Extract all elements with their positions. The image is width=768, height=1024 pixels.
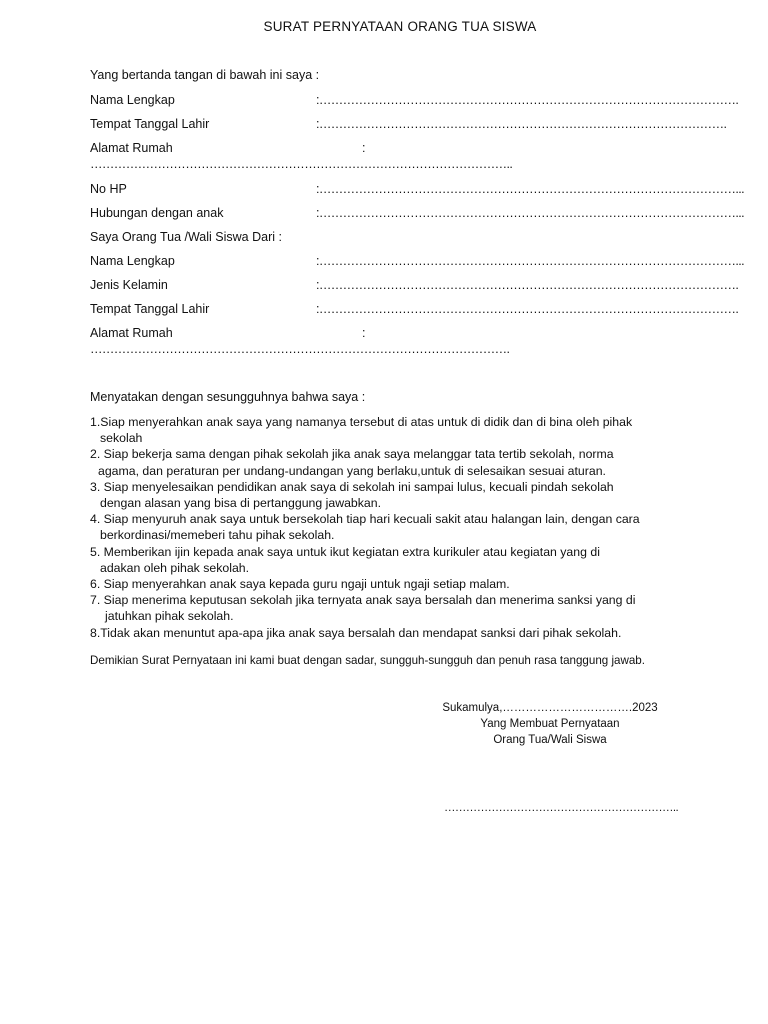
field-dots: :……………………………………………………………………………………………... <box>316 254 744 268</box>
statement-line: 8.Tidak akan menuntut apa-apa jika anak saya bersalah dan mendapat sanksi dari pihak sekolah. <box>90 625 622 640</box>
child-heading: Saya Orang Tua /Wali Siswa Dari : <box>90 230 282 244</box>
field-dots: :…………………………………………………………………………………………. <box>316 117 727 131</box>
field-dots: :……………………………………………………………………………………………. <box>316 278 739 292</box>
field-label: Tempat Tanggal Lahir <box>90 302 210 316</box>
statement-item <box>90 414 710 446</box>
field-dots: :……………………………………………………………………………………………... <box>316 182 744 196</box>
signature-title: Yang Membuat Pernyataan <box>480 718 620 730</box>
field-dots: :……………………………………………………………………………………………. <box>316 302 739 316</box>
field-label: Alamat Rumah <box>90 326 173 340</box>
statement-line: agama, dan peraturan per undang-undangan yang berlaku,untuk di selesaikan sesuai aturan. <box>98 463 606 478</box>
signature-line: ……………………………………………………….. <box>444 802 679 814</box>
closing-text: Demikian Surat Pernyataan ini kami buat dengan sadar, sungguh-sungguh dan penuh rasa tanggung jawab. <box>90 654 645 667</box>
statement-item <box>90 592 710 624</box>
statement-item <box>90 479 710 511</box>
document-title: SURAT PERNYATAAN ORANG TUA SISWA <box>263 19 537 34</box>
field-label: Jenis Kelamin <box>90 278 168 292</box>
statement-line: 7. Siap menerima keputusan sekolah jika ternyata anak saya bersalah dan menerima sanksi yang di <box>90 593 636 608</box>
field-colon: : <box>362 141 366 155</box>
child-address-dots: ……………………………………………………………………………………………. <box>90 342 510 356</box>
statement-item <box>90 511 710 543</box>
statement-line: 4. Siap menyuruh anak saya untuk bersekolah tiap hari kecuali sakit atau halangan lain, dengan cara <box>90 512 640 527</box>
statement-line: 3. Siap menyelesaikan pendidikan anak saya di sekolah ini sampai lulus, kecuali pindah sekolah <box>90 479 614 494</box>
statement-line: 6. Siap menyerahkan anak saya kepada guru ngaji untuk ngaji setiap malam. <box>90 577 510 592</box>
parent-address-dots: …………………………………………………………………………………………….. <box>90 157 513 171</box>
signature-block <box>430 700 670 748</box>
statement-line: 2. Siap bekerja sama dengan pihak sekolah jika anak saya melanggar tata tertib sekolah, norma <box>90 447 614 462</box>
field-colon: : <box>362 326 366 340</box>
statement-line: 5. Memberikan ijin kepada anak saya untuk ikut kegiatan extra kurikuler atau kegiatan yang di <box>90 544 600 559</box>
field-label: Nama Lengkap <box>90 254 175 268</box>
statements-list <box>90 414 710 641</box>
field-label: Tempat Tanggal Lahir <box>90 117 210 131</box>
field-dots: :……………………………………………………………………………………………. <box>316 93 739 107</box>
statement-item <box>90 544 710 576</box>
field-label: Nama Lengkap <box>90 93 175 107</box>
statement-line: 1.Siap menyerahkan anak saya yang namanya tersebut di atas untuk di didik dan di bina oleh pihak <box>90 415 633 429</box>
field-label: Hubungan dengan anak <box>90 206 224 220</box>
signature-place-date: Sukamulya,…………………………….2023 <box>442 702 658 714</box>
statement-line: dengan alasan yang bisa di pertanggung jawabkan. <box>100 496 381 511</box>
field-dots: :……………………………………………………………………………………………... <box>316 206 744 220</box>
statement-line: berkordinasi/memeberi tahu pihak sekolah. <box>100 528 335 543</box>
statement-line: sekolah <box>100 431 143 446</box>
intro-text: Yang bertanda tangan di bawah ini saya : <box>90 68 320 82</box>
field-label: No HP <box>90 182 127 196</box>
statement-item <box>90 576 710 592</box>
statement-line: jatuhkan pihak sekolah. <box>105 609 234 624</box>
statement-line: adakan oleh pihak sekolah. <box>100 560 250 575</box>
statements-heading: Menyatakan dengan sesungguhnya bahwa saya : <box>90 390 366 404</box>
signature-role: Orang Tua/Wali Siswa <box>493 734 607 746</box>
field-label: Alamat Rumah <box>90 141 173 155</box>
statement-item <box>90 625 710 641</box>
statement-item <box>90 446 710 478</box>
